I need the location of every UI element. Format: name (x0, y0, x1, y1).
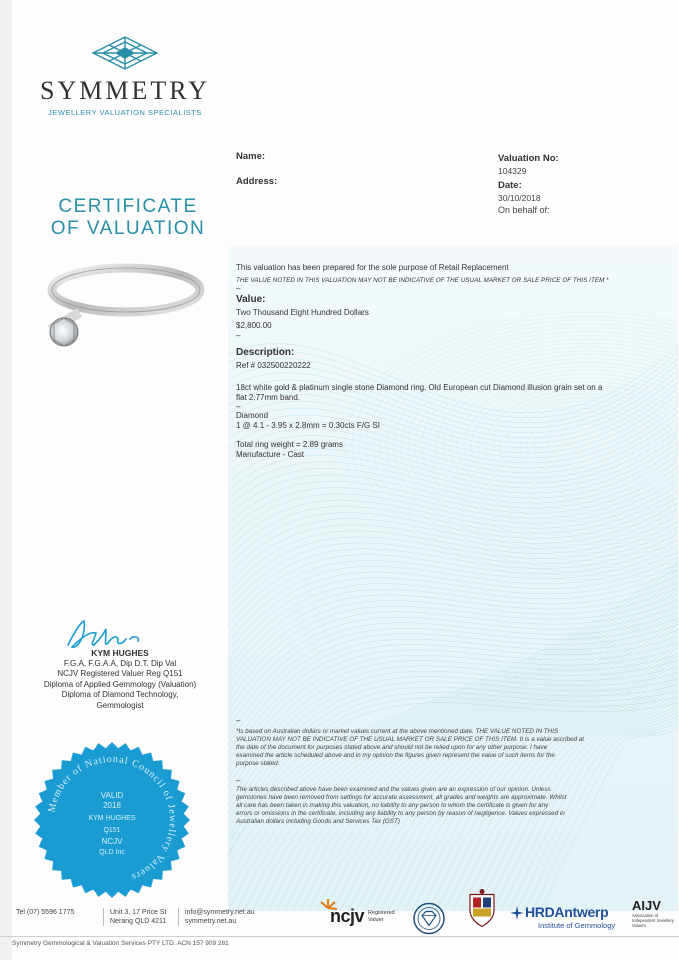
reference-number: Ref # 032500220222 (236, 361, 311, 370)
scan-edge (0, 0, 12, 960)
hrd-text: HRDAntwerp (525, 904, 609, 920)
hrd-subtext: Institute of Gemmology (538, 921, 616, 930)
stone-label: Diamond (236, 411, 269, 420)
value-words: Two Thousand Eight Hundred Dollars (236, 308, 369, 317)
brand-name: SYMMETRY (40, 76, 210, 105)
description-line-1: 18ct white gold & platinum single stone Diamond ring. Old European cut Diamond illusion grain set on a (236, 383, 603, 392)
certificate-title (38, 196, 218, 240)
title-line-2: OF VALUATION (50, 218, 206, 239)
valuer-name: KYM HUGHES (91, 648, 149, 658)
address-label: Address: (236, 176, 278, 187)
diamond-logo-icon (92, 36, 158, 70)
ncjv-seal-icon (32, 740, 192, 900)
valuation-panel: This valuation has been prepared for the sole purpose of Retail Replacement THE VALUE NOTED IN THIS VALUATION MAY NOT BE INDICATIVE OF THE USUAL MARKET OR SALE PRICE OF THIS ITEM * – Value: Two Thousand Eight Hundred Dollars $2,800.00 – Description: Ref # 032500220222 18ct white gold & platinum single stone Diamond ring. Old European cut Diamond illusion grain set on a flat 2.77mm band. – Diamond 1 @ 4.1 - 3.95 x 2.8mm = 0.30cts F/G SI Total ring weight = 2.89 grams Manufacture - Cast – *Is based on Australian dollars or market values current at the above mentioned date. THE VALUE NOTED IN THIS VALUATION MAY NOT BE INDICATIVE OF THE USUAL MARKET OR SALE PRICE OF THIS ITEM. It is a value ascribed at the date of the document for purposes stated above and should not be relied upon for any other purpose. I have examined the article scheduled above and in my opinion the figures given represent the value of such items for the purpose stated. – The articles described above have been examined and the values given are an expression of our opinion. Unless gemstones have been removed from settings for accurate assessment, all grades and weights are approximate. Whilst all care has been taken in making this valuation, no liability to any person to whom the certificate is given for any errors or omissions in the certificate, including any liability to any person by reason of negligence. Values expressed in Australian dollars including Goods and Services Tax (GST) (228, 246, 678, 911)
footer-email[interactable]: info@symmetry.net.au (185, 909, 255, 916)
valuer-line-4: Diploma of Diamond Technology, (61, 690, 179, 699)
seal-line-4: Q151 (103, 827, 121, 834)
seal-ring-text: Member of National Council of Jewellery Valuers (46, 753, 179, 883)
hrd-antwerp-logo (510, 904, 628, 949)
footer-divider (0, 936, 679, 937)
total-weight: Total ring weight = 2.89 grams (236, 440, 343, 449)
stone-detail: 1 @ 4.1 - 3.95 x 2.8mm = 0.30cts F/G SI (236, 421, 380, 430)
on-behalf-label: On behalf of: (498, 205, 550, 215)
valuation-no-value: 104329 (498, 166, 527, 176)
seal-line-1: VALID (100, 791, 124, 800)
aijv-subtext: Association of Independent Jewellery Valuers (632, 913, 674, 928)
footer-web (178, 908, 255, 926)
description-line-2: flat 2.77mm band. (236, 393, 301, 402)
manufacture: Manufacture - Cast (236, 450, 305, 459)
footer-phone: Tel (07) 5596 1775 (16, 909, 75, 916)
footer-address: Unit 3, 17 Price St Nerang QLD 4211 (103, 908, 166, 926)
valuation-disclaimer: THE VALUE NOTED IN THIS VALUATION MAY NOT BE INDICATIVE OF THE USUAL MARKET OR SALE PRICE OF THIS ITEM * (236, 277, 609, 284)
seal-line-2: 2018 (103, 801, 121, 810)
valuation-no-label: Valuation No: (498, 153, 559, 164)
footer-website[interactable]: symmetry.net.au (185, 918, 237, 925)
valuation-note-2: The articles described above have been examined and the values given are an expression of our opinion. Unless gemstones have been removed from settings for accurate assessment, all grades and weights are approximate. Whilst all care has been taken in making this valuation, no liability to any person to whom the certificate is given for any errors or omissions in the certificate, including any liability to any person by reason of negligence. Values expressed in Australian dollars including Goods and Services Tax (GST) (236, 786, 567, 825)
valuer-line-1: F.G.A, F.G.A.A, Dip D.T. Dip Val (63, 658, 177, 668)
brand-tagline: JEWELLERY VALUATION SPECIALISTS (48, 108, 202, 117)
valuer-line-5: Gemmologist (96, 700, 144, 710)
star-icon (510, 906, 524, 920)
aijv-text: AIJV (632, 898, 661, 913)
seal-line-6: QLD Inc (99, 849, 125, 856)
ncjv-text: ncjv (330, 906, 365, 926)
value-label: Value: (236, 294, 266, 305)
seal-line-3: KYM HUGHES (88, 815, 136, 822)
valuer-line-2: NCJV Registered Valuer Reg Q151 (57, 669, 183, 678)
valuer-line-3: Diploma of Applied Gemmology (Valuation) (43, 679, 197, 689)
seal-line-5: NCJV (101, 837, 123, 846)
date-value: 30/10/2018 (498, 193, 541, 203)
footer-legal: Symmetry Gemmological & Valuation Services PTY LTD. ACN 157 909 281 (12, 940, 229, 947)
name-label: Name: (236, 151, 266, 162)
crest-icon (464, 888, 500, 933)
value-amount: $2,800.00 (236, 321, 272, 330)
valuation-purpose: This valuation has been prepared for the sole purpose of Retail Replacement (236, 263, 509, 272)
ring-photo (18, 248, 218, 368)
ncjv-subtext: Registered Valuer (368, 910, 395, 923)
symmetry-logo (40, 36, 210, 117)
valuer-credentials (20, 648, 220, 711)
date-label: Date: (498, 180, 522, 191)
description-label: Description: (236, 347, 295, 358)
valuation-note-1: *Is based on Australian dollars or market values current at the above mentioned date. THE VALUE NOTED IN THIS VALUATION MAY NOT BE INDICATIVE OF THE USUAL MARKET OR SALE PRICE OF THIS ITEM. It is a value ascribed at the date of the document for purposes stated above and should not be relied upon for any other purpose. I have examined the article scheduled above and in my opinion the figures given represent the value of such items for the purpose stated. (236, 728, 585, 767)
title-line-1: CERTIFICATE (58, 196, 198, 217)
gem-badge-icon (412, 896, 446, 941)
